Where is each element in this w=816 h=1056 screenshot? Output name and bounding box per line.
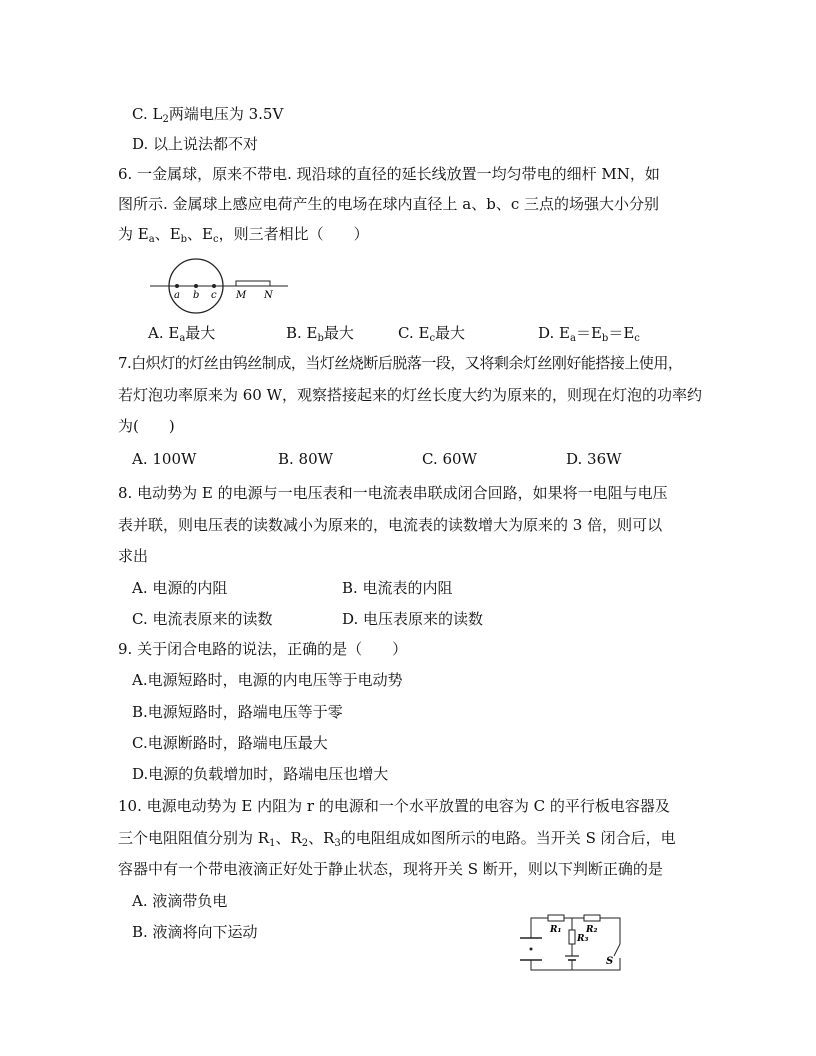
label-n: N [264,290,273,301]
label-s: S [606,956,614,967]
text: 的电阻组成如图所示的电路。当开关 S 闭合后，电 [340,829,676,847]
subscript: a [569,333,576,344]
q9-option-b: B.电源短路时，路端电压等于零 [132,703,343,721]
subscript: 3 [334,838,341,849]
subscript: c [634,333,640,344]
charged-droplet [530,948,533,951]
text: 、E [187,225,213,243]
label-r2: R₂ [586,925,598,935]
q10-stem-line1: 10. 电源电动势为 E 内阻为 r 的电源和一个水平放置的电容为 C 的平行板电容器及 [118,797,670,815]
point-a-dot [175,284,179,288]
q8-option-b: B. 电流表的内阻 [342,579,453,597]
q8-stem-line1: 8. 电动势为 E 的电源与一电压表和一电流表串联成闭合回路，如果将一电阻与电压 [118,484,668,502]
label-b: b [193,290,200,301]
q7-stem-line1: 7.白炽灯的灯丝由钨丝制成，当灯丝烧断后脱落一段，又将剩余灯丝刚好能搭接上使用， [118,354,683,372]
q7-stem-line2: 若灯泡功率原来为 60 W，观察搭接起来的灯丝长度大约为原来的，则现在灯泡的功率约 [118,386,703,404]
text: 、R [308,829,335,847]
q7-option-d: D. 36W [566,450,622,468]
text: 为 E [118,225,149,243]
subscript: b [317,333,324,344]
q10-circuit-diagram [510,908,640,980]
label-c: c [211,290,217,301]
top-wire-right [600,918,620,944]
subscript: 2 [162,114,169,125]
label-r3: R₃ [577,934,589,944]
resistor-r2 [584,915,600,921]
q7-option-c: C. 60W [422,450,477,468]
text: 最大 [435,324,466,342]
text: C. E [398,324,430,342]
top-wire-left [531,918,548,938]
q6-stem-line1: 6. 一金属球，原来不带电. 现沿球的直径的延长线放置一均匀带电的细杆 MN，如 [118,165,660,183]
text: ＝E [608,324,635,342]
label-a: a [174,290,180,301]
q10-stem-line3: 容器中有一个带电液滴正好处于静止状态，现将开关 S 断开，则以下判断正确的是 [118,860,663,878]
q8-option-a: A. 电源的内阻 [132,579,228,597]
switch-s [614,944,620,956]
q8-stem-line2: 表并联，则电压表的读数减小为原来的，电流表的读数增大为原来的 3 倍，则可以 [118,516,663,534]
subscript: c [429,333,436,344]
text: ，则三者相比（ ） [218,225,369,243]
subscript: a [179,333,186,344]
subscript: b [601,333,609,344]
text: ＝E [575,324,602,342]
text: 、E [154,225,181,243]
q8-stem-line3: 求出 [118,547,149,565]
resistor-r3 [569,930,575,944]
q8-option-d: D. 电压表原来的读数 [342,610,484,628]
q9-option-c: C.电源断路时，路端电压最大 [132,734,328,752]
text: B. E [286,324,318,342]
label-r1: R₁ [550,925,562,935]
q6-stem-line3 [118,224,369,244]
subscript: c [213,234,219,245]
text: 两端电压为 3.5V [168,105,284,123]
text: 最大 [185,324,216,342]
q6-option-c [398,323,465,343]
point-b-dot [194,284,198,288]
q6-option-d [538,323,640,343]
subscript: a [148,234,155,245]
label-m: M [236,290,247,301]
point-c-dot [212,284,216,288]
q8-option-c: C. 电流表原来的读数 [132,610,273,628]
subscript: 2 [301,838,309,849]
subscript: b [180,234,188,245]
q10-option-a: A. 液滴带负电 [132,892,228,910]
q5-option-d: D. 以上说法都不对 [132,135,259,153]
text: 三个电阻阻值分别为 R [118,829,270,847]
q10-stem-line2 [118,828,676,848]
q5-option-c [132,104,283,124]
subscript: 1 [269,838,276,849]
q6-option-a [148,323,215,343]
text: C. L [132,105,163,123]
text: A. E [148,324,180,342]
charged-rod-mn [236,281,270,286]
resistor-r1 [548,915,564,921]
q10-option-b: B. 液滴将向下运动 [132,923,258,941]
text: D. E [538,324,570,342]
q6-stem-line2: 图所示. 金属球上感应电荷产生的电场在球内直径上 a、b、c 三点的场强大小分别 [118,195,660,213]
q9-option-a: A.电源短路时，电源的内电压等于电动势 [132,671,403,689]
q7-option-a: A. 100W [132,450,197,468]
text: 、R [275,829,302,847]
q9-option-d: D.电源的负载增加时，路端电压也增大 [132,765,389,783]
q7-stem-line3: 为( ) [118,417,175,435]
q6-option-b [286,323,354,343]
q7-option-b: B. 80W [278,450,334,468]
q9-stem: 9. 关于闭合电路的说法，正确的是（ ） [118,640,408,658]
q6-sphere-rod-figure [148,252,288,314]
text: 最大 [323,324,354,342]
